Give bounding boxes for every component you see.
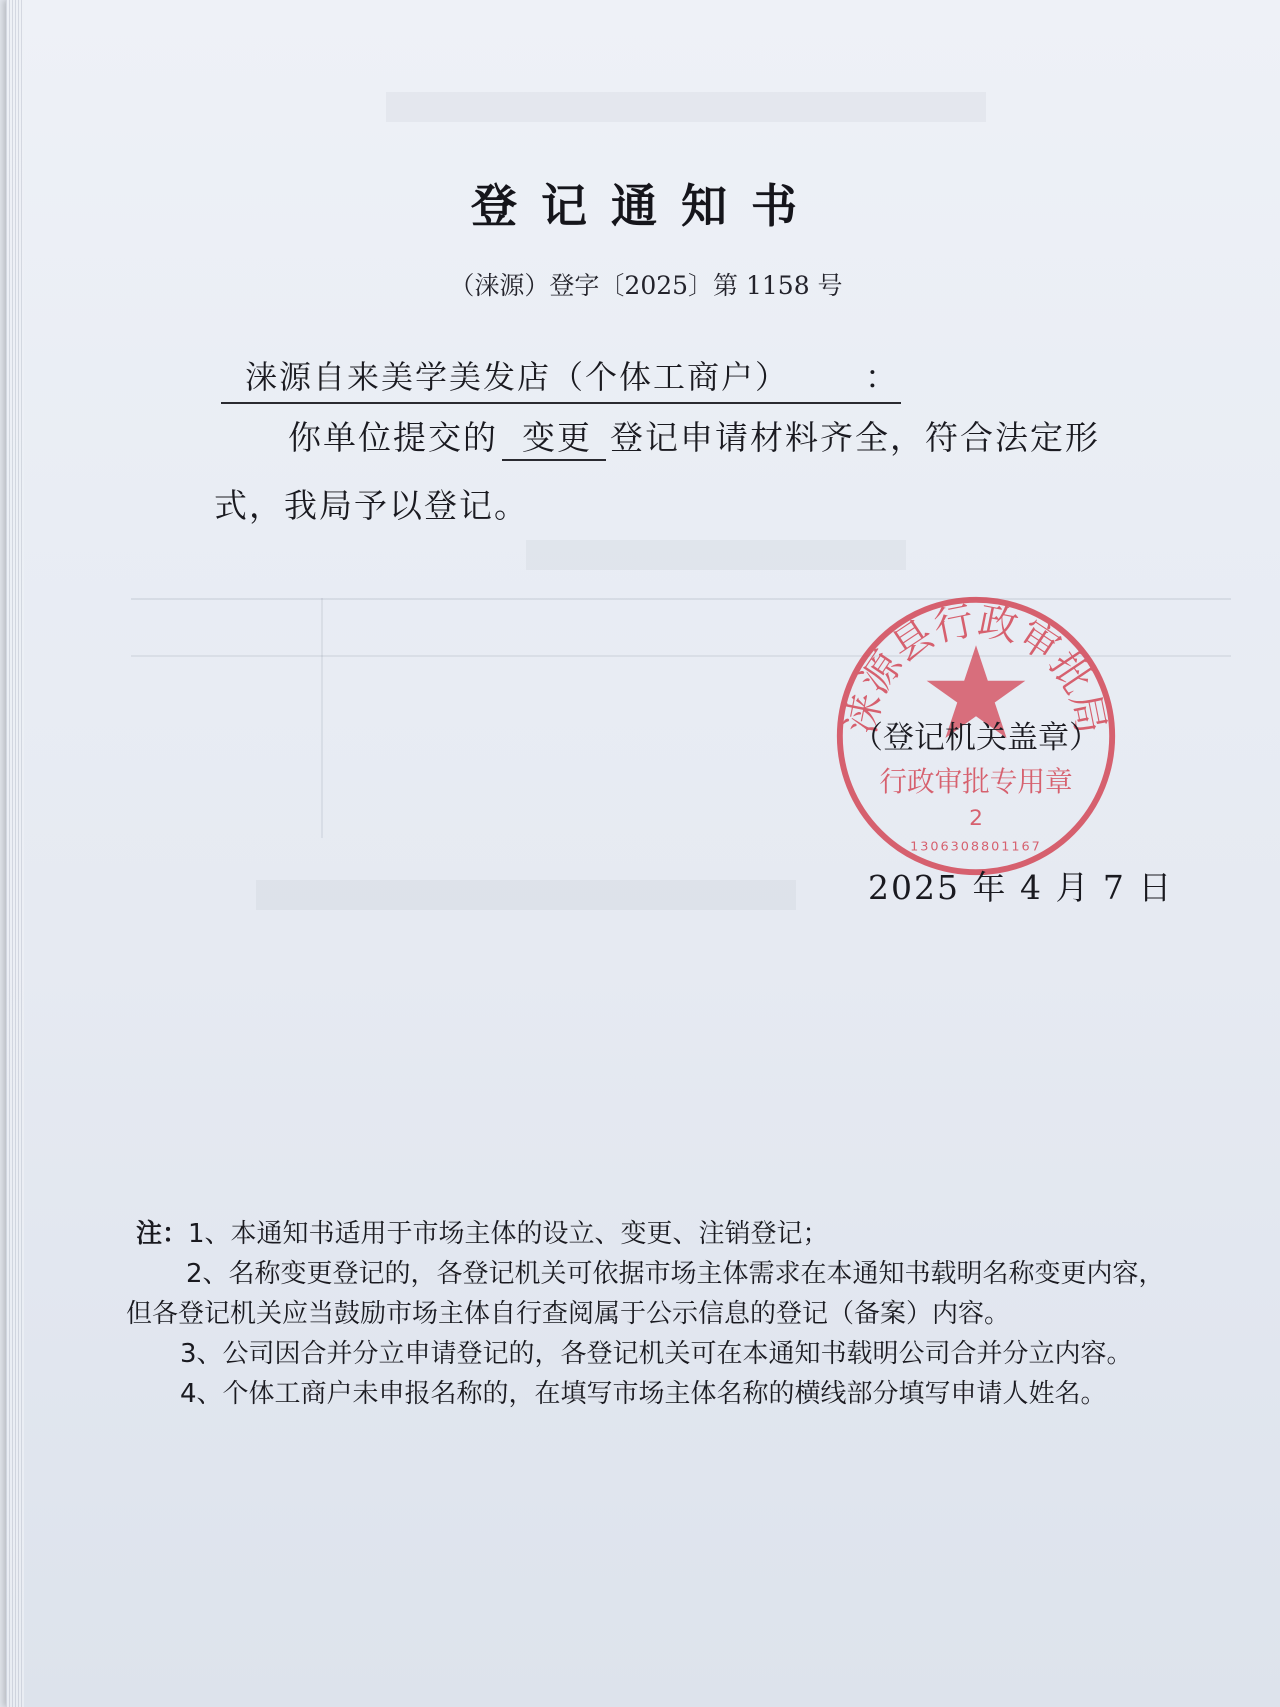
document-number: （涞源）登字〔2025〕第 1158 号	[449, 271, 843, 300]
body-text-part-2: 登记申请材料齐全，符合法定形	[610, 418, 1100, 457]
seal-number: 2	[969, 805, 983, 831]
body-text-line-1	[288, 412, 1100, 461]
note-item-4: 4、个体工商户未申报名称的，在填写市场主体名称的横线部分填写申请人姓名。	[180, 1379, 1107, 1409]
seal-inner-text: 行政审批专用章	[879, 765, 1073, 799]
body-text-part-1: 你单位提交的	[288, 418, 498, 457]
document-page	[6, 0, 1280, 1707]
stacked-page-edges	[6, 0, 24, 1707]
issue-date: 2025 年 4 月 7 日	[868, 868, 1174, 907]
addressee-colon: ：	[864, 358, 899, 396]
note-item-2: 2、名称变更登记的，各登记机关可依据市场主体需求在本通知书载明名称变更内容，	[186, 1259, 1165, 1289]
note-item-3: 3、公司因合并分立申请登记的，各登记机关可在本通知书载明公司合并分立内容。	[180, 1339, 1133, 1369]
document-title: 登记通知书	[471, 179, 821, 233]
addressee-name: 涞源自来美学美发店（个体工商户）	[245, 358, 790, 396]
body-fill-blank: 变更	[502, 412, 606, 461]
notes-label: 注：	[136, 1219, 189, 1249]
seal-outer-text: 涞源县行政审批局	[838, 598, 1114, 738]
note-item-1: 注：1、本通知书适用于市场主体的设立、变更、注销登记；	[136, 1219, 829, 1249]
body-text-line-2: 式，我局予以登记。	[214, 486, 529, 525]
seal-code: 1306308801167	[910, 839, 1042, 855]
note-item-2-continued: 但各登记机关应当鼓励市场主体自行查阅属于公示信息的登记（备案）内容。	[126, 1299, 1011, 1329]
notes-section	[126, 1214, 1276, 1414]
seal-caption: （登记机关盖章）	[852, 720, 1100, 756]
addressee-line	[221, 352, 901, 404]
